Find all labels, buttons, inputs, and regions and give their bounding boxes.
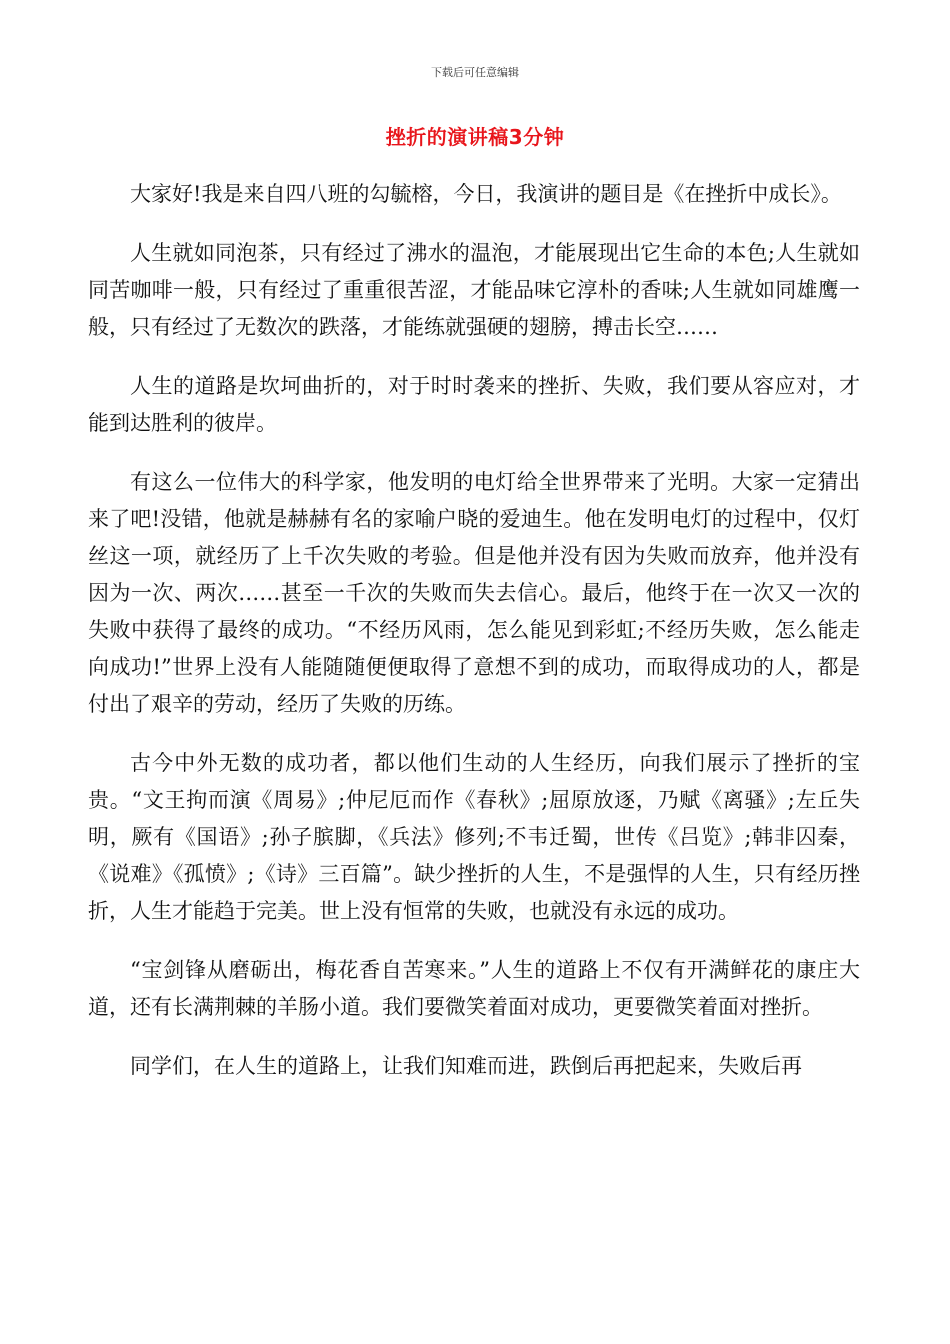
paragraph-edison: 有这么一位伟大的科学家，他发明的电灯给全世界带来了光明。大家一定猜出来了吧!没错，他就是赫赫有名的家喻户晓的爱迪生。他在发明电灯的过程中，仅灯丝这一项，就经历了上千次失败的考验。但是他并没有因为失败而放弃，他并没有因为一次、两次……甚至一千次的失败而失去信心。最后，他终于在一次又一次的失败中获得了最终的成功。“不经历风雨，怎么能见到彩虹;不经历失败，怎么能走向成功!”世界上没有人能随随便便取得了意想不到的成功，而取得成功的人，都是付出了艰辛的劳动，经历了失败的历练。	[88, 470, 860, 716]
paragraph-greeting: 大家好!我是来自四八班的勾毓榕，今日，我演讲的题目是《在挫折中成长》。	[130, 182, 842, 206]
paragraph-closing: 同学们，在人生的道路上，让我们知难而进，跌倒后再把起来，失败后再	[130, 1054, 802, 1078]
paragraph-ancient-examples: 古今中外无数的成功者，都以他们生动的人生经历，向我们展示了挫折的宝贵。“文王拘而演《周易》;仲尼厄而作《春秋》;屈原放逐，乃赋《离骚》;左丘失明，厥有《国语》;孙子膑脚，《兵法》修列;不韦迁蜀，世传《吕览》;韩非囚秦，《说难》《孤愤》;《诗》三百篇”。缺少挫折的人生，不是强悍的人生，只有经历挫折，人生才能趋于完美。世上没有恒常的失败，也就没有永远的成功。	[88, 751, 860, 923]
document-body	[88, 176, 860, 1107]
paragraph-life-metaphor: 人生就如同泡茶，只有经过了沸水的温泡，才能展现出它生命的本色;人生就如同苦咖啡一般，只有经过了重重很苦涩，才能品味它淳朴的香味;人生就如同雄鹰一般，只有经过了无数次的跌落，才能练就强硬的翅膀，搏击长空……	[88, 241, 860, 339]
paragraph-sword-quote: “宝剑锋从磨砺出，梅花香自苦寒来。”人生的道路上不仅有开满鲜花的康庄大道，还有长满荆棘的羊肠小道。我们要微笑着面对成功，更要微笑着面对挫折。	[88, 958, 860, 1019]
document-title: 挫折的演讲稿3分钟	[385, 125, 565, 149]
paragraph-life-road: 人生的道路是坎坷曲折的，对于时时袭来的挫折、失败，我们要从容应对，才能到达胜利的彼岸。	[88, 374, 860, 435]
header-note: 下载后可任意编辑	[431, 66, 519, 79]
